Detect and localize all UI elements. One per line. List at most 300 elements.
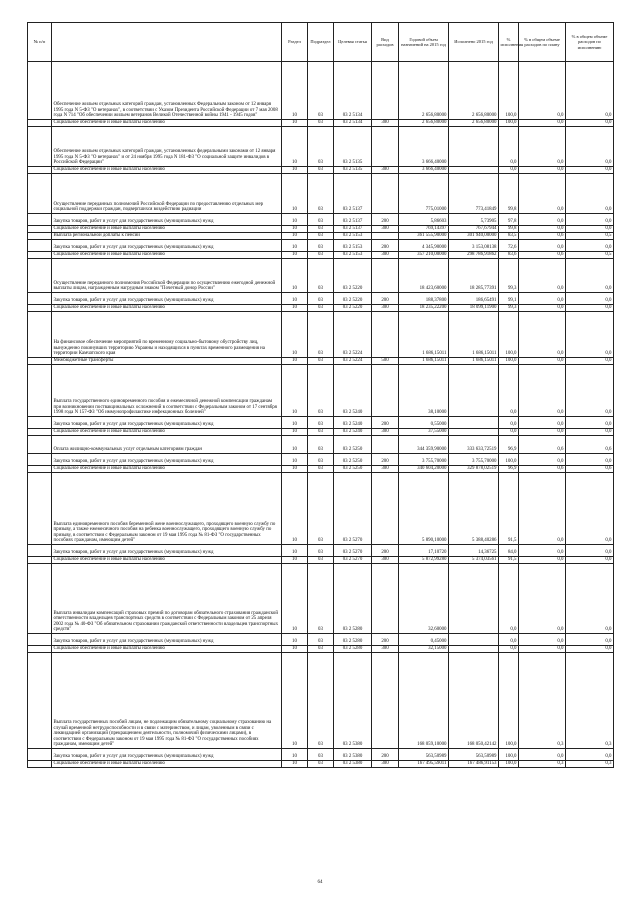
cell-pct: 100,0 — [499, 312, 519, 358]
table-row — [28, 226, 614, 233]
cell-pct: 99,8 — [499, 174, 519, 214]
cell-share-exec: 0,0 — [566, 120, 614, 127]
cell-podrazdel: 03 — [308, 466, 334, 473]
cell-share-plan: 0,0 — [519, 120, 566, 127]
table-row — [28, 259, 614, 293]
cell-num — [28, 293, 52, 305]
table-row — [28, 167, 614, 174]
cell-podrazdel: 03 — [308, 252, 334, 259]
header-razdel: Раздел — [282, 23, 308, 62]
cell-annual: 17,10720 — [399, 545, 449, 557]
cell-pct: 99,3 — [499, 259, 519, 293]
cell-csr: 03 2 5153 — [334, 233, 372, 240]
cell-annual: 188,37800 — [399, 293, 449, 305]
cell-razdel: 10 — [282, 473, 308, 545]
cell-vr — [372, 473, 399, 545]
cell-share-exec: 0,0 — [566, 564, 614, 634]
cell-num — [28, 761, 52, 768]
cell-podrazdel: 03 — [308, 127, 334, 167]
table-row — [28, 174, 614, 214]
cell-csr: 03 2 5220 — [334, 259, 372, 293]
cell-annual: 37,55000 — [399, 429, 449, 436]
cell-name: Выплата инвалидам компенсаций страховых премий по договорам обязательного страхования гражданской ответственности владельцев транспортных средств в соответствии с Федеральным законом от 25 апреля 2002 года № 40-ФЗ "Об обязательном страховании гражданской ответственности владельцев транспортных средств" — [52, 564, 282, 634]
cell-num — [28, 436, 52, 454]
table-row — [28, 120, 614, 127]
cell-executed — [449, 127, 499, 167]
header-num: № п/п — [28, 23, 52, 62]
cell-name: Выплата государственных пособий лицам, не подлежащим обязательному социальному страхованию на случай временной нетрудоспособности и в связи с материнством, и лицам, уволенным в связи с ликвидацией организаций (прекращением деятельности, полномочий физическими лицами), в соответствии с Федеральным законом от 19 мая 1995 года № 81-ФЗ "О государственных пособиях гражданам, имеющим детей" — [52, 653, 282, 749]
cell-share-plan: 0,6 — [519, 252, 566, 259]
cell-name: Социальное обеспечение и иные выплаты населению — [52, 466, 282, 473]
table-row — [28, 252, 614, 259]
cell-annual: 32,60000 — [399, 564, 449, 634]
cell-executed — [449, 646, 499, 653]
cell-share-exec: 0,0 — [566, 127, 614, 167]
cell-annual: 775,01000 — [399, 174, 449, 214]
cell-annual: 1 686,15011 — [399, 312, 449, 358]
cell-pct: 96,9 — [499, 436, 519, 454]
cell-num — [28, 312, 52, 358]
cell-pct: 100,0 — [499, 120, 519, 127]
cell-executed: 333 633,72519 — [449, 436, 499, 454]
cell-razdel: 10 — [282, 312, 308, 358]
cell-share-plan: 0,0 — [519, 240, 566, 252]
cell-podrazdel: 03 — [308, 436, 334, 454]
cell-share-plan: 0,0 — [519, 646, 566, 653]
cell-name: Обеспечение жильем отдельных категорий граждан, установленных Федеральным законом от 12 января 1995 года N 5-ФЗ "О ветеранах", в соответствии с Указом Президента Российской Федерации от 7 мая 2008 года N 714 "Об обеспечении жильем ветеранов Великой Отечественной войны 1941 - 1945 годов" — [52, 62, 282, 120]
cell-vr — [372, 653, 399, 749]
cell-razdel: 10 — [282, 240, 308, 252]
cell-annual: 38,10000 — [399, 365, 449, 417]
cell-csr: 03 2 5153 — [334, 252, 372, 259]
cell-executed — [449, 365, 499, 417]
cell-share-exec: 0,5 — [566, 233, 614, 240]
cell-vr — [372, 62, 399, 120]
cell-num — [28, 120, 52, 127]
cell-executed: 5,73905 — [449, 214, 499, 226]
cell-pct: 100,0 — [499, 62, 519, 120]
cell-num — [28, 305, 52, 312]
cell-share-plan: 0,0 — [519, 365, 566, 417]
cell-csr: 03 2 5250 — [334, 454, 372, 466]
cell-share-plan: 0,0 — [519, 167, 566, 174]
cell-podrazdel: 03 — [308, 293, 334, 305]
cell-share-exec: 0,0 — [566, 429, 614, 436]
cell-vr — [372, 365, 399, 417]
cell-podrazdel: 03 — [308, 259, 334, 293]
cell-podrazdel: 03 — [308, 305, 334, 312]
cell-razdel: 10 — [282, 358, 308, 365]
cell-share-plan: 0,0 — [519, 259, 566, 293]
cell-name: Выплата единовременного пособия беременной жене военнослужащего, проходящего военную службу по призыву, а также ежемесячного пособия на ребенка военнослужащего, проходящего военную службу по призыву, в соответствии с Федеральным законом от 19 мая 1995 года № 81-ФЗ "О государственных пособиях гражданам, имеющим детей" — [52, 473, 282, 545]
cell-csr: 03 2 5380 — [334, 653, 372, 749]
cell-vr: 300 — [372, 429, 399, 436]
cell-annual: 168 059,10000 — [399, 653, 449, 749]
cell-executed: 167 486,91153 — [449, 761, 499, 768]
cell-csr: 03 2 5240 — [334, 417, 372, 429]
cell-num — [28, 240, 52, 252]
cell-vr: 200 — [372, 634, 399, 646]
header-podrazdel: Подраздел — [308, 23, 334, 62]
cell-share-plan: 0,0 — [519, 226, 566, 233]
cell-executed — [449, 564, 499, 634]
cell-num — [28, 557, 52, 564]
cell-csr: 03 2 5380 — [334, 749, 372, 761]
table-row — [28, 358, 614, 365]
cell-num — [28, 429, 52, 436]
cell-vr: 200 — [372, 749, 399, 761]
cell-vr — [372, 127, 399, 167]
cell-razdel: 10 — [282, 466, 308, 473]
cell-annual: 4 345,90000 — [399, 240, 449, 252]
cell-num — [28, 174, 52, 214]
cell-vr — [372, 564, 399, 634]
cell-podrazdel: 03 — [308, 358, 334, 365]
cell-executed — [449, 417, 499, 429]
cell-csr: 03 2 5270 — [334, 545, 372, 557]
cell-podrazdel: 03 — [308, 653, 334, 749]
cell-csr: 03 2 5135 — [334, 127, 372, 167]
cell-csr: 03 2 5270 — [334, 557, 372, 564]
cell-vr — [372, 312, 399, 358]
cell-razdel: 10 — [282, 417, 308, 429]
table-header-row — [28, 23, 614, 62]
cell-csr: 03 2 5250 — [334, 466, 372, 473]
cell-podrazdel: 03 — [308, 214, 334, 226]
cell-executed: 301 940,00000 — [449, 233, 499, 240]
cell-annual: 361 555,90000 — [399, 233, 449, 240]
cell-podrazdel: 03 — [308, 233, 334, 240]
cell-pct: 0,0 — [499, 417, 519, 429]
cell-name: Закупка товаров, работ и услуг для государственных (муниципальных) нужд — [52, 545, 282, 557]
table-row — [28, 365, 614, 417]
cell-razdel: 10 — [282, 749, 308, 761]
cell-share-plan: 0,0 — [519, 417, 566, 429]
cell-share-exec: 0,0 — [566, 174, 614, 214]
cell-razdel: 10 — [282, 557, 308, 564]
cell-num — [28, 646, 52, 653]
cell-annual: 18 235,22200 — [399, 305, 449, 312]
cell-razdel: 10 — [282, 127, 308, 167]
cell-num — [28, 252, 52, 259]
cell-share-exec: 0,0 — [566, 312, 614, 358]
cell-pct: 100,0 — [499, 749, 519, 761]
cell-annual: 18 423,60000 — [399, 259, 449, 293]
table-row — [28, 429, 614, 436]
cell-share-exec: 0,3 — [566, 761, 614, 768]
cell-vr: 300 — [372, 646, 399, 653]
cell-share-exec: 0,0 — [566, 167, 614, 174]
cell-share-plan: 0,6 — [519, 233, 566, 240]
cell-executed: 2 656,80000 — [449, 120, 499, 127]
cell-share-plan: 0,0 — [519, 634, 566, 646]
cell-razdel: 10 — [282, 564, 308, 634]
cell-razdel: 10 — [282, 454, 308, 466]
cell-csr: 03 2 5220 — [334, 305, 372, 312]
cell-vr: 300 — [372, 761, 399, 768]
cell-share-plan: 0,0 — [519, 429, 566, 436]
cell-csr: 03 2 5240 — [334, 429, 372, 436]
header-annual: Годовой объем назначений на 2015 год — [399, 23, 449, 62]
cell-executed: 1 686,15011 — [449, 312, 499, 358]
cell-num — [28, 365, 52, 417]
cell-name: Закупка товаров, работ и услуг для государственных (муниципальных) нужд — [52, 634, 282, 646]
cell-annual: 5,86603 — [399, 214, 449, 226]
cell-share-plan: 0,0 — [519, 545, 566, 557]
cell-razdel: 10 — [282, 634, 308, 646]
cell-share-plan: 0,0 — [519, 305, 566, 312]
cell-razdel: 10 — [282, 429, 308, 436]
cell-num — [28, 454, 52, 466]
cell-razdel: 10 — [282, 545, 308, 557]
cell-num — [28, 62, 52, 120]
cell-pct: 0,0 — [499, 429, 519, 436]
cell-csr: 03 2 5137 — [334, 174, 372, 214]
cell-podrazdel: 03 — [308, 646, 334, 653]
table-row — [28, 646, 614, 653]
cell-pct: 0,0 — [499, 167, 519, 174]
cell-annual: 0,45000 — [399, 634, 449, 646]
cell-name: Социальное обеспечение и иные выплаты населению — [52, 429, 282, 436]
cell-podrazdel: 03 — [308, 365, 334, 417]
cell-name: Социальное обеспечение и иные выплаты населению — [52, 557, 282, 564]
cell-pct: 100,0 — [499, 761, 519, 768]
cell-share-exec: 0,0 — [566, 293, 614, 305]
table-row — [28, 293, 614, 305]
cell-vr: 300 — [372, 252, 399, 259]
cell-share-exec: 0,0 — [566, 259, 614, 293]
cell-executed: 18 099,11900 — [449, 305, 499, 312]
cell-pct: 91,5 — [499, 557, 519, 564]
table-row — [28, 545, 614, 557]
cell-annual: 344 359,90000 — [399, 436, 449, 454]
cell-executed: 563,50989 — [449, 749, 499, 761]
cell-share-plan: 0,0 — [519, 127, 566, 167]
cell-vr: 500 — [372, 358, 399, 365]
cell-pct: 91,5 — [499, 473, 519, 545]
cell-share-exec: 0,6 — [566, 436, 614, 454]
cell-csr: 03 2 5224 — [334, 358, 372, 365]
cell-share-exec: 0,0 — [566, 417, 614, 429]
cell-csr: 03 2 5137 — [334, 226, 372, 233]
cell-vr: 300 — [372, 120, 399, 127]
cell-share-plan: 0,0 — [519, 454, 566, 466]
cell-executed: 5 374,03561 — [449, 557, 499, 564]
cell-num — [28, 358, 52, 365]
cell-annual: 1 686,15011 — [399, 358, 449, 365]
table-row — [28, 62, 614, 120]
cell-name: Закупка товаров, работ и услуг для государственных (муниципальных) нужд — [52, 240, 282, 252]
cell-pct: 0,0 — [499, 634, 519, 646]
cell-vr — [372, 174, 399, 214]
cell-pct: 99,1 — [499, 293, 519, 305]
cell-name: Социальное обеспечение и иные выплаты населению — [52, 305, 282, 312]
cell-razdel: 10 — [282, 646, 308, 653]
cell-podrazdel: 03 — [308, 473, 334, 545]
cell-razdel: 10 — [282, 62, 308, 120]
cell-vr: 200 — [372, 240, 399, 252]
table-body — [28, 62, 614, 768]
cell-num — [28, 545, 52, 557]
cell-executed: 168 050,42142 — [449, 653, 499, 749]
header-csr: Целевая статья — [334, 23, 372, 62]
cell-annual: 167 495,59011 — [399, 761, 449, 768]
cell-executed: 5 388,40286 — [449, 473, 499, 545]
cell-podrazdel: 03 — [308, 557, 334, 564]
cell-share-exec: 0,0 — [566, 646, 614, 653]
cell-pct: 96,9 — [499, 466, 519, 473]
cell-pct: 0,0 — [499, 564, 519, 634]
cell-podrazdel: 03 — [308, 312, 334, 358]
table-row — [28, 233, 614, 240]
cell-podrazdel: 03 — [308, 167, 334, 174]
cell-executed: 18 285,77391 — [449, 259, 499, 293]
cell-share-exec: 0,5 — [566, 252, 614, 259]
cell-razdel: 10 — [282, 436, 308, 454]
cell-executed — [449, 634, 499, 646]
cell-share-exec: 0,0 — [566, 454, 614, 466]
cell-num — [28, 214, 52, 226]
cell-name: На финансовое обеспечение мероприятий по временному социально-бытовому обустройству лиц, вынужденно покинувших территорию Украины и находящихся в пунктах временного размещения на территории Камчатского края — [52, 312, 282, 358]
cell-name: Социальное обеспечение и иные выплаты населению — [52, 761, 282, 768]
cell-name: Осуществление переданного полномочия Российской Федерации по осуществлению ежегодной денежной выплаты лицам, награжденным нагрудным знаком "Почетный донор России" — [52, 259, 282, 293]
cell-executed: 3 153,08138 — [449, 240, 499, 252]
cell-vr: 300 — [372, 466, 399, 473]
cell-name: Закупка товаров, работ и услуг для государственных (муниципальных) нужд — [52, 749, 282, 761]
cell-name: Обеспечение жильем отдельных категорий граждан, установленных федеральными законами от 12 января 1995 года N 5-ФЗ "О ветеранах" и от 24 ноября 1995 года N 181-ФЗ "О социальной защите инвалидов в Российской Федерации" — [52, 127, 282, 167]
cell-share-exec: 0,0 — [566, 214, 614, 226]
cell-num — [28, 749, 52, 761]
cell-share-plan: 0,6 — [519, 436, 566, 454]
cell-razdel: 10 — [282, 233, 308, 240]
cell-name: Закупка товаров, работ и услуг для государственных (муниципальных) нужд — [52, 214, 282, 226]
cell-csr: 03 2 5134 — [334, 120, 372, 127]
page-number: 64 — [317, 880, 323, 885]
cell-vr — [372, 233, 399, 240]
cell-share-plan: 0,0 — [519, 312, 566, 358]
cell-vr: 300 — [372, 557, 399, 564]
cell-share-plan: 0,0 — [519, 214, 566, 226]
cell-pct: 97,8 — [499, 214, 519, 226]
cell-podrazdel: 03 — [308, 120, 334, 127]
table-row — [28, 312, 614, 358]
cell-share-exec: 0,0 — [566, 358, 614, 365]
cell-share-plan: 0,0 — [519, 293, 566, 305]
cell-razdel: 10 — [282, 226, 308, 233]
cell-share-plan: 0,0 — [519, 358, 566, 365]
table-row — [28, 466, 614, 473]
cell-podrazdel: 03 — [308, 749, 334, 761]
cell-executed — [449, 167, 499, 174]
cell-csr: 03 2 5280 — [334, 634, 372, 646]
cell-razdel: 10 — [282, 167, 308, 174]
cell-csr: 03 2 5153 — [334, 240, 372, 252]
cell-csr: 03 2 5224 — [334, 312, 372, 358]
header-vr: Вид расходов — [372, 23, 399, 62]
cell-share-exec: 0,0 — [566, 365, 614, 417]
header-executed: Исполнено 2015 год — [449, 23, 499, 62]
cell-razdel: 10 — [282, 259, 308, 293]
cell-share-plan: 0,0 — [519, 174, 566, 214]
cell-pct: 72,6 — [499, 240, 519, 252]
cell-pct: 100,0 — [499, 454, 519, 466]
cell-executed: 298 786,91862 — [449, 252, 499, 259]
cell-csr: 03 2 5220 — [334, 293, 372, 305]
cell-pct: 84,0 — [499, 545, 519, 557]
cell-share-exec: 0,3 — [566, 653, 614, 749]
cell-pct: 99,3 — [499, 305, 519, 312]
cell-razdel: 10 — [282, 214, 308, 226]
cell-vr: 300 — [372, 226, 399, 233]
table-row — [28, 473, 614, 545]
cell-name: Осуществление переданных полномочий Российской Федерации по предоставлению отдельных мер социальной поддержки граждан, подвергшихся воздействию радиации — [52, 174, 282, 214]
cell-vr: 200 — [372, 214, 399, 226]
cell-num — [28, 564, 52, 634]
header-share-exec: % в общем объеме расходов по исполнению — [566, 23, 614, 62]
cell-name: Социальное обеспечение и иные выплаты населению — [52, 646, 282, 653]
cell-annual: 0,55000 — [399, 417, 449, 429]
table-row — [28, 749, 614, 761]
cell-share-plan: 0,3 — [519, 653, 566, 749]
cell-share-exec: 0,0 — [566, 634, 614, 646]
table-row — [28, 305, 614, 312]
cell-pct: 0,0 — [499, 127, 519, 167]
cell-annual: 563,50989 — [399, 749, 449, 761]
cell-name: Социальное обеспечение и иные выплаты населению — [52, 167, 282, 174]
cell-razdel: 10 — [282, 653, 308, 749]
table-row — [28, 761, 614, 768]
cell-executed: 186,65491 — [449, 293, 499, 305]
cell-annual: 2 656,80000 — [399, 120, 449, 127]
cell-razdel: 10 — [282, 252, 308, 259]
cell-vr: 300 — [372, 167, 399, 174]
cell-share-plan: 0,6 — [519, 466, 566, 473]
cell-annual: 5 890,10000 — [399, 473, 449, 545]
cell-csr: 03 2 5280 — [334, 646, 372, 653]
cell-razdel: 10 — [282, 120, 308, 127]
cell-razdel: 10 — [282, 305, 308, 312]
cell-share-plan: 0,0 — [519, 564, 566, 634]
cell-executed: 14,36725 — [449, 545, 499, 557]
header-share-plan: % в общем объеме расходов по плану — [519, 23, 566, 62]
cell-podrazdel: 03 — [308, 417, 334, 429]
cell-vr — [372, 259, 399, 293]
cell-share-exec: 0,0 — [566, 473, 614, 545]
cell-share-plan: 0,0 — [519, 749, 566, 761]
cell-csr: 03 2 5137 — [334, 214, 372, 226]
cell-podrazdel: 03 — [308, 62, 334, 120]
cell-podrazdel: 03 — [308, 174, 334, 214]
cell-name: Закупка товаров, работ и услуг для государственных (муниципальных) нужд — [52, 293, 282, 305]
cell-name: Социальное обеспечение и иные выплаты населению — [52, 252, 282, 259]
cell-pct: 100,0 — [499, 358, 519, 365]
cell-name: Выплата государственного единовременного пособия и ежемесячной денежной компенсации гражданам при возникновении поствакцинальных осложнений в соответствии с Федеральным законом от 17 сентября 1998 года N 157-ФЗ "Об иммунопрофилактике инфекционных болезней" — [52, 365, 282, 417]
cell-num — [28, 466, 52, 473]
cell-annual: 3 666,40000 — [399, 167, 449, 174]
cell-executed: 767,67944 — [449, 226, 499, 233]
budget-table — [27, 22, 614, 768]
cell-num — [28, 473, 52, 545]
cell-executed: 2 656,80000 — [449, 62, 499, 120]
cell-pct: 83,6 — [499, 252, 519, 259]
cell-podrazdel: 03 — [308, 240, 334, 252]
cell-name: Закупка товаров, работ и услуг для государственных (муниципальных) нужд — [52, 417, 282, 429]
cell-podrazdel: 03 — [308, 761, 334, 768]
cell-share-plan: 0,3 — [519, 761, 566, 768]
cell-share-plan: 0,0 — [519, 62, 566, 120]
cell-vr: 200 — [372, 293, 399, 305]
cell-csr: 03 2 5134 — [334, 62, 372, 120]
